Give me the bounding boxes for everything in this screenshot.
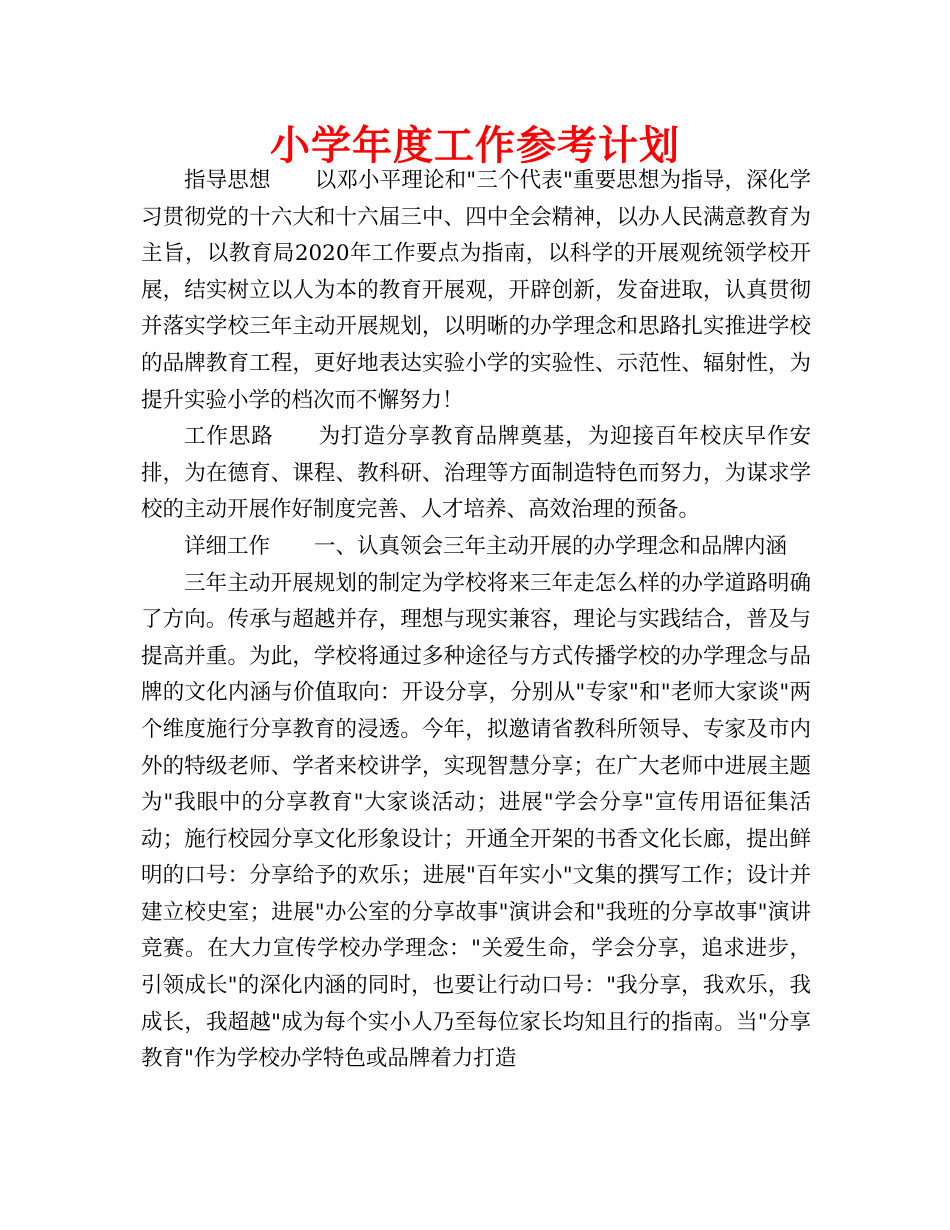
paragraph-text: 为打造分享教育品牌奠基，为迎接百年校庆早作安排，为在德育、课程、教科研、治理等方面制造特色而努力，为谋求学校的主动开展作好制度完善、人才培养、高效治理的预备。 [141, 424, 811, 523]
paragraph-heading: 指导思想 [184, 168, 271, 193]
paragraph-heading: 详细工作 [184, 533, 271, 559]
document-body [141, 163, 811, 1078]
paragraph-text: 以邓小平理论和"三个代表"重要思想为指导，深化学习贯彻党的十六大和十六届三中、四中全会精神，以办人民满意教育为主旨，以教育局2020年工作要点为指南，以科学的开展观统领学校开展，结实树立以人为本的教育开展观，开辟创新，发奋进取，认真贯彻并落实学校三年主动开展规划，以明晰的办学理念和思路扎实推进学校的品牌教育工程，更好地表达实验小学的实验性、示范性、辐射性，为提升实验小学的档次而不懈努力！ [141, 168, 811, 413]
paragraph-detailed-work [141, 529, 811, 566]
paragraph-heading: 工作思路 [184, 424, 274, 450]
paragraph-text: 一、认真领会三年主动开展的办学理念和品牌内涵 [314, 533, 788, 559]
paragraph-work-approach [141, 419, 811, 529]
paragraph-text: 三年主动开展规划的制定为学校将来三年走怎么样的办学道路明确了方向。传承与超越并存，理想与现实兼容，理论与实践结合，普及与提高并重。为此，学校将通过多种途径与方式传播学校的办学理念与品牌的文化内涵与价值取向：开设分享，分别从"专家"和"老师大家谈"两个维度施行分享教育的浸透。今年，拟邀请省教科所领导、专家及市内外的特级老师、学者来校讲学，实现智慧分享；在广大老师中进展主题为"我眼中的分享教育"大家谈活动；进展"学会分享"宣传用语征集活动；施行校园分享文化形象设计；开通全开架的书香文化长廊，提出鲜明的口号：分享给予的欢乐；进展"百年实小"文集的撰写工作；设计并建立校史室；进展"办公室的分享故事"演讲会和"我班的分享故事"演讲竞赛。在大力宣传学校办学理念："关爱生命，学会分享，追求进步，引领成长"的深化内涵的同时，也要让行动口号："我分享，我欢乐，我成长，我超越"成为每个实小人乃至每位家长均知且行的指南。当"分享教育"作为学校办学特色或品牌着力打造 [141, 570, 811, 1072]
document-title: 小学年度工作参考计划 [270, 123, 680, 169]
paragraph-guiding-thought [141, 163, 811, 419]
paragraph-three-year-plan [141, 566, 811, 1078]
